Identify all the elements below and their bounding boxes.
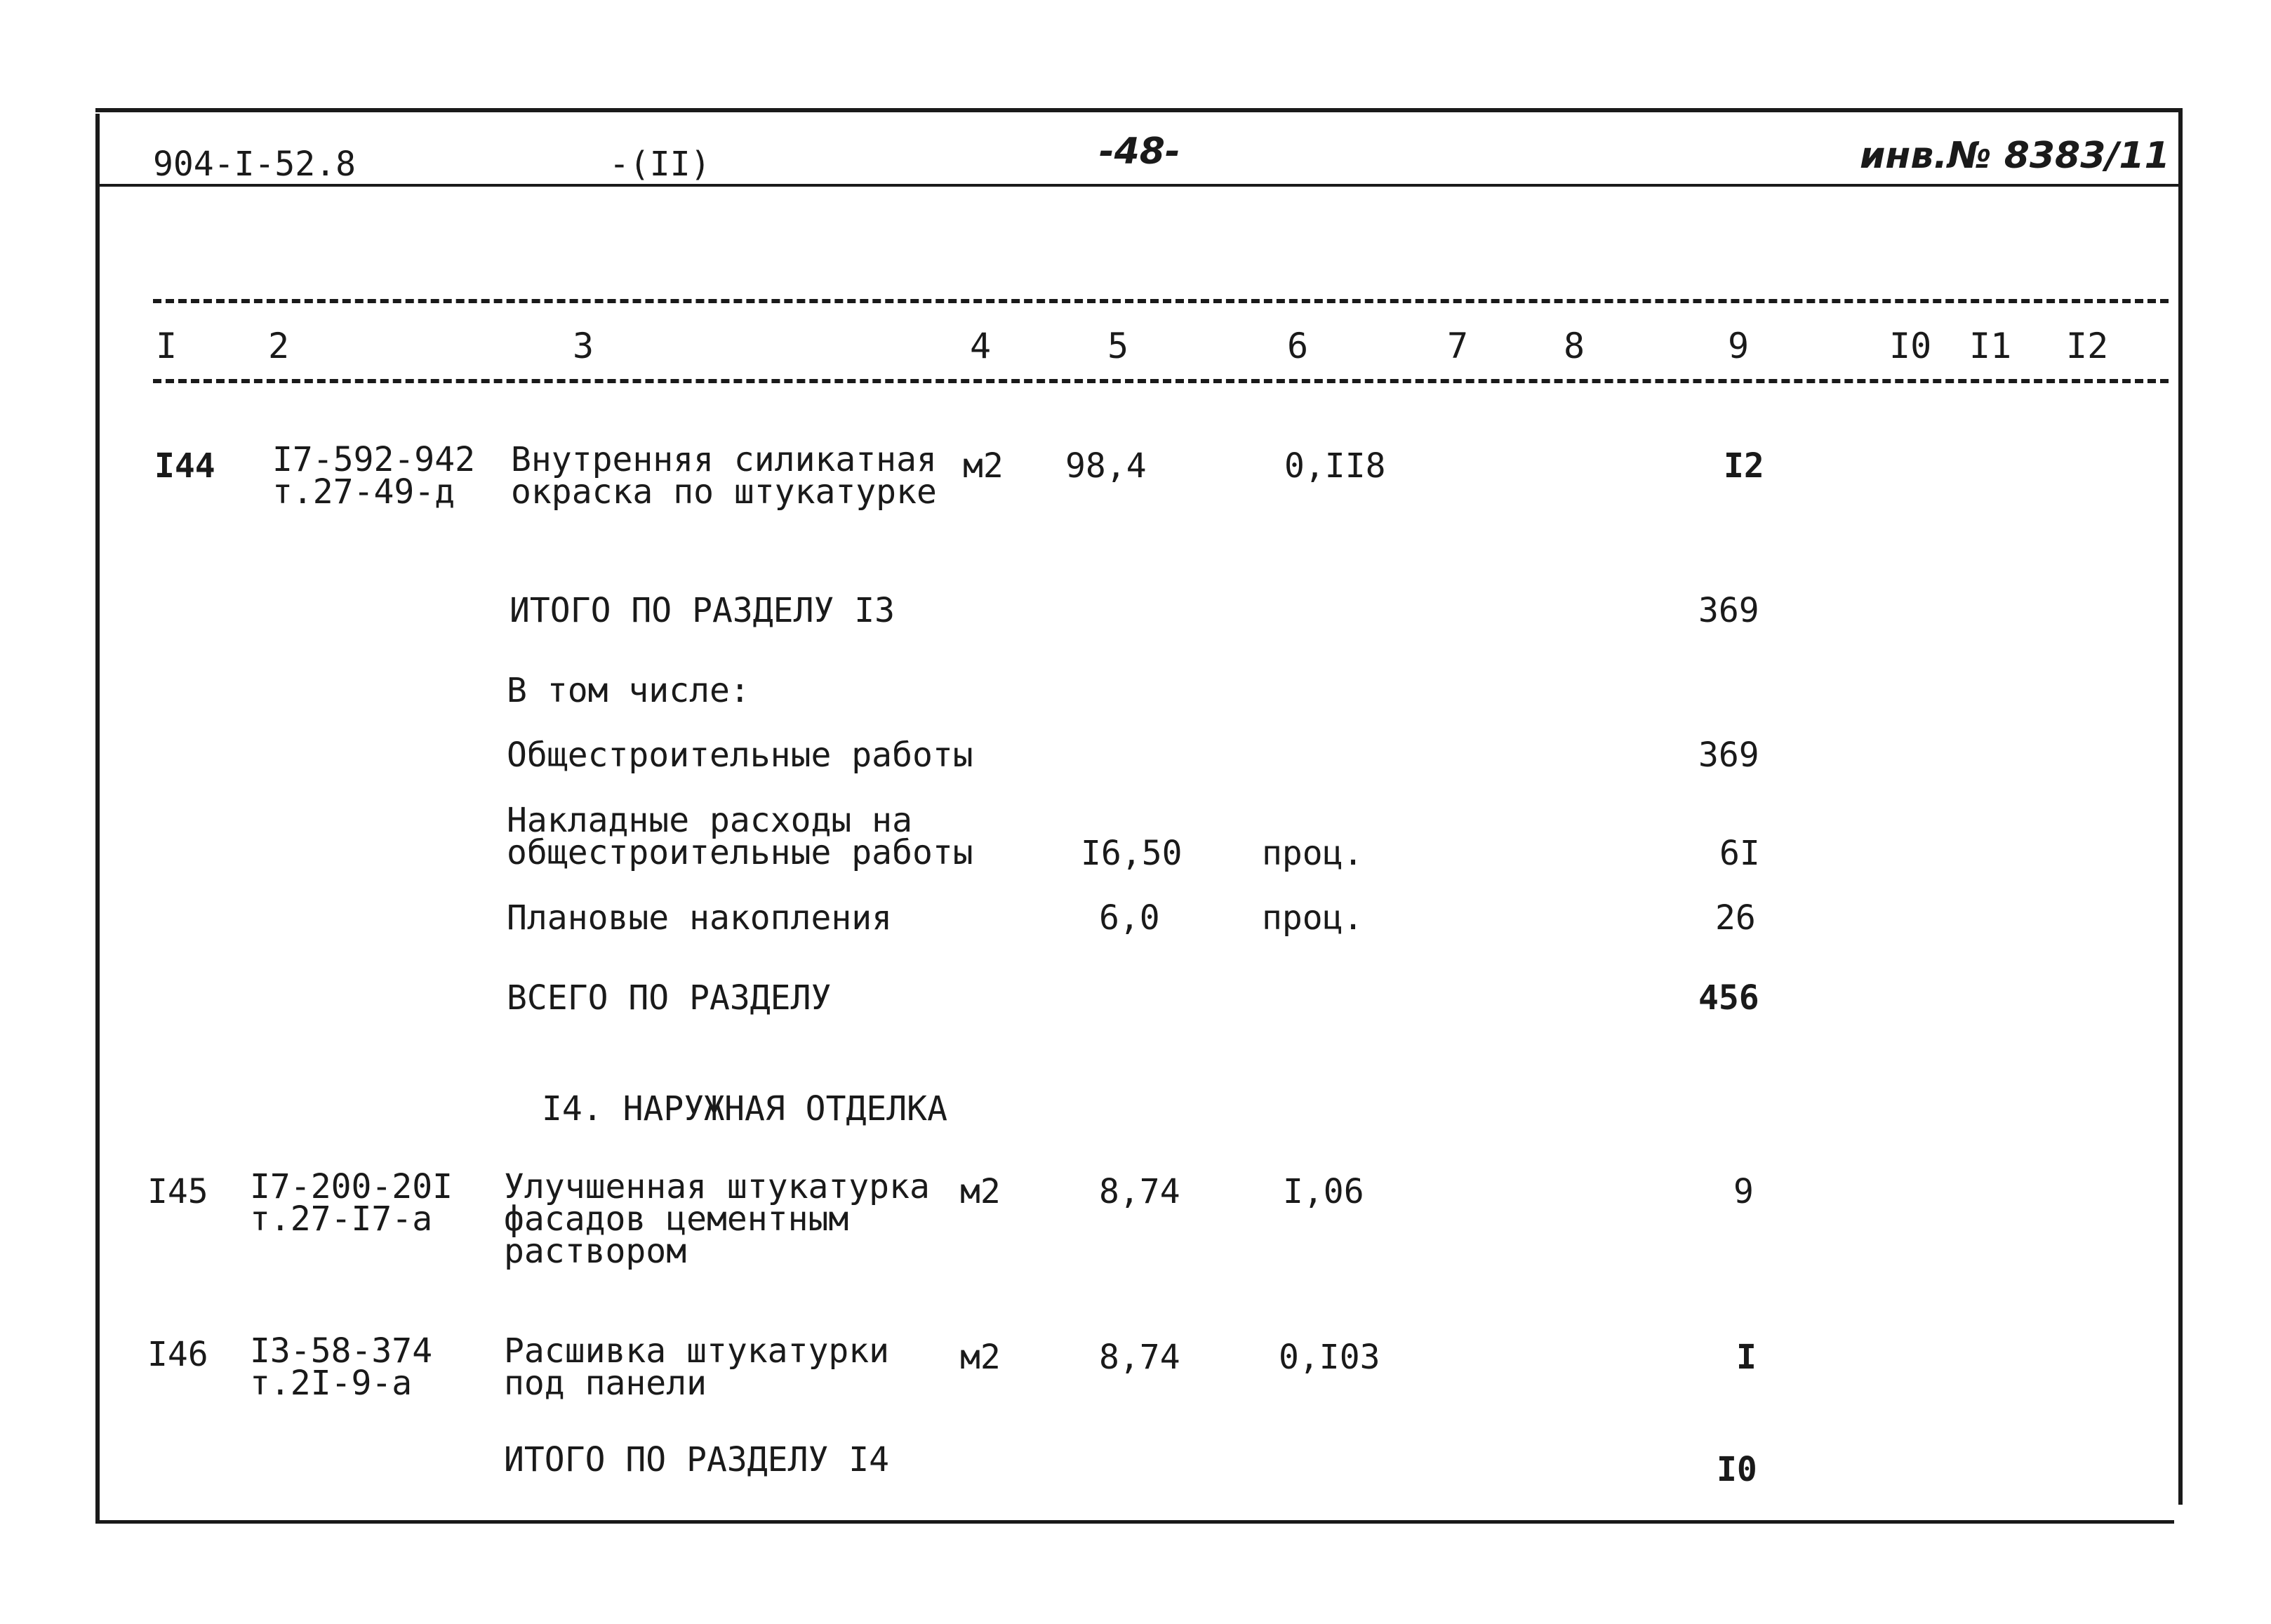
page-number: -48- xyxy=(1099,131,1180,173)
section-14-total-label: ИТОГО ПО РАЗДЕЛУ I4 xyxy=(504,1440,890,1479)
frame-left-border xyxy=(95,114,100,1522)
column-header-top-rule xyxy=(153,299,2169,303)
column-header-bottom-rule xyxy=(153,379,2169,383)
column-number-4: 4 xyxy=(970,326,992,366)
row-146-quantity: 8,74 xyxy=(1099,1338,1180,1377)
row-146-number: I46 xyxy=(147,1335,208,1374)
overhead-value: 6I xyxy=(1719,834,1760,873)
column-number-12: I2 xyxy=(2066,326,2109,366)
row-144-quantity: 98,4 xyxy=(1065,446,1147,486)
row-144-number: I44 xyxy=(154,446,215,486)
row-146-total: I xyxy=(1736,1338,1757,1377)
row-146-norm: 0,I03 xyxy=(1279,1338,1380,1377)
row-144-norm: 0,II8 xyxy=(1284,446,1386,486)
section-14-total-value: I0 xyxy=(1717,1450,1757,1489)
column-number-3: 3 xyxy=(573,326,594,366)
inventory-number: инв.№ 8383/11 xyxy=(1860,135,2170,177)
planned-savings-unit: проц. xyxy=(1262,898,1364,938)
section-grand-total-value: 456 xyxy=(1698,978,1759,1018)
row-146-code: I3-58-374 т.2I-9-а xyxy=(250,1331,433,1403)
overhead-unit: проц. xyxy=(1262,834,1364,873)
column-number-2: 2 xyxy=(268,326,290,366)
overhead-label: Накладные расходы на общестроительные работы xyxy=(507,801,973,872)
document-code: 904-I-52.8 xyxy=(153,145,356,184)
row-145-unit: м2 xyxy=(960,1172,1001,1211)
row-144-total: I2 xyxy=(1724,446,1764,486)
section-13-total-label: ИТОГО ПО РАЗДЕЛУ I3 xyxy=(510,591,895,630)
general-construction-label: Общестроительные работы xyxy=(507,736,973,775)
column-number-7: 7 xyxy=(1447,326,1469,366)
row-146-unit: м2 xyxy=(960,1338,1001,1377)
row-145-norm: I,06 xyxy=(1283,1172,1364,1211)
row-144-code: I7-592-942 т.27-49-д xyxy=(272,440,475,512)
general-construction-value: 369 xyxy=(1698,736,1759,775)
planned-savings-label: Плановые накопления xyxy=(507,898,893,938)
column-number-5: 5 xyxy=(1107,326,1129,366)
overhead-rate: I6,50 xyxy=(1081,834,1183,873)
section-14-heading: I4. НАРУЖНАЯ ОТДЕЛКА xyxy=(542,1089,947,1129)
column-number-1: I xyxy=(156,326,178,366)
row-146-name: Расшивка штукатурки под панели xyxy=(504,1331,890,1403)
frame-bottom-border xyxy=(95,1520,2174,1524)
row-145-total: 9 xyxy=(1733,1172,1754,1211)
column-number-6: 6 xyxy=(1287,326,1309,366)
row-144-name: Внутренняя силикатная окраска по штукатурке xyxy=(511,440,937,512)
document-part: -(II) xyxy=(609,145,711,184)
frame-top-border xyxy=(95,108,2183,112)
planned-savings-rate: 6,0 xyxy=(1099,898,1160,938)
row-145-number: I45 xyxy=(147,1172,208,1211)
row-144-unit: м2 xyxy=(963,446,1004,486)
column-number-11: I1 xyxy=(1969,326,2012,366)
column-number-10: I0 xyxy=(1889,326,1932,366)
header-divider xyxy=(98,184,2180,187)
planned-savings-value: 26 xyxy=(1715,898,1756,938)
row-145-code: I7-200-20I т.27-I7-а xyxy=(250,1167,453,1239)
section-grand-total-label: ВСЕГО ПО РАЗДЕЛУ xyxy=(507,978,832,1018)
frame-right-border xyxy=(2178,109,2183,1505)
section-13-total-value: 369 xyxy=(1698,591,1759,630)
column-number-8: 8 xyxy=(1564,326,1585,366)
row-145-name: Улучшенная штукатурка фасадов цементным раствором xyxy=(504,1167,930,1271)
including-label: В том числе: xyxy=(507,671,750,710)
column-number-9: 9 xyxy=(1728,326,1750,366)
row-145-quantity: 8,74 xyxy=(1099,1172,1180,1211)
